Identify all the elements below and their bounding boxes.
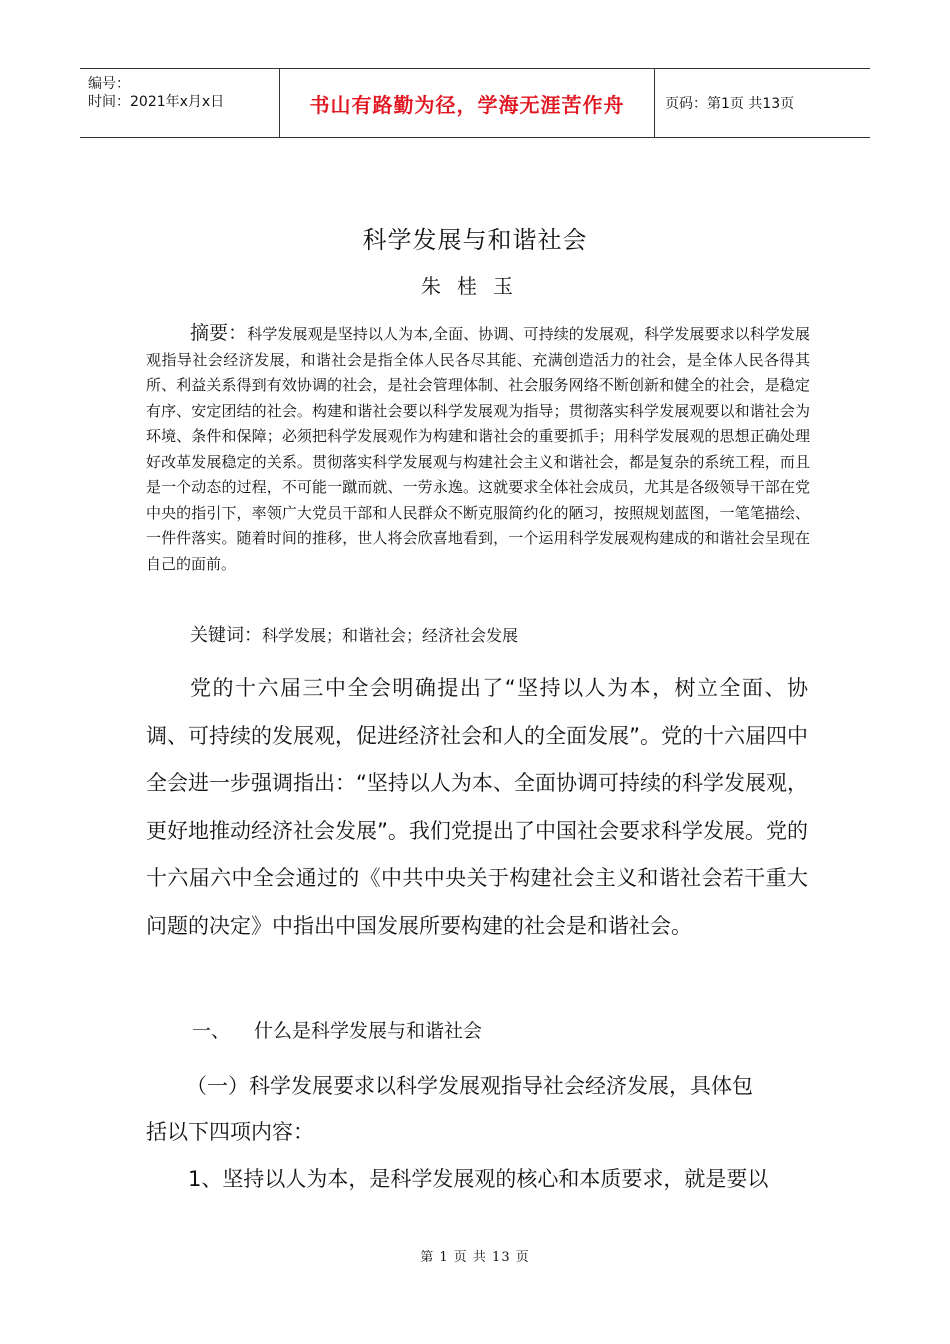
header-motto: 书山有路勤为径，学海无涯苦作舟 — [280, 69, 655, 137]
keywords-block — [190, 621, 518, 647]
subsection-paragraph — [146, 1063, 808, 1155]
header-page-info: 页码：第1页 共13页 — [665, 96, 795, 112]
keywords-text: 科学发展；和谐社会；经济社会发展 — [262, 626, 519, 645]
document-time: 时间：2021年x月x日 — [88, 94, 225, 110]
document-title: 科学发展与和谐社会 — [362, 226, 588, 254]
point-1-paragraph: 1、坚持以人为本，是科学发展观的核心和本质要求，就是要以 — [188, 1167, 769, 1191]
page-footer: 第 1 页 共 13 页 — [420, 1250, 530, 1265]
abstract-label: 摘要： — [190, 322, 248, 344]
header-table — [80, 68, 870, 138]
section-number: 一、 — [192, 1020, 231, 1042]
subsection-line-2: 括以下四项内容： — [146, 1120, 314, 1144]
document-number-label: 编号： — [88, 76, 130, 92]
body-text — [146, 665, 808, 950]
subsection-line-1: （一）科学发展要求以科学发展观指导社会经济发展，具体包 — [186, 1074, 753, 1098]
keywords-label: 关键词： — [190, 625, 262, 646]
document-author: 朱桂玉 — [421, 274, 529, 298]
abstract-block — [146, 321, 810, 577]
header-meta-cell — [80, 69, 280, 137]
section-title: 什么是科学发展与和谐社会 — [254, 1020, 483, 1042]
abstract-text: 科学发展观是坚持以人为本,全面、协调、可持续的发展观，科学发展要求以科学发展观指导社会经济发展，和谐社会是指全体人民各尽其能、充满创造活力的社会，是全体人民各得其所、利益关系得到有效协调的社会，是社会管理体制、社会服务网络不断创新和健全的社会，是稳定有序、安定团结的社会。构建和谐社会要以科学发展观为指导；贯彻落实科学发展观要以和谐社会为环境、条件和保障；必须把科学发展观作为构建和谐社会的重要抓手；用科学发展观的思想正确处理好改革发展稳定的关系。贯彻落实科学发展观与构建社会主义和谐社会，都是复杂的系统工程，而且是一个动态的过程，不可能一蹴而就、一劳永逸。这就要求全体社会成员，尤其是各级领导干部在党中央的指引下，率领广大党员干部和人民群众不断克服简约化的陋习，按照规划蓝图，一笔笔描绘、一件件落实。随着时间的推移，世人将会欣喜地看到，一个运用科学发展观构建成的和谐社会呈现在自己的面前。 — [146, 325, 810, 573]
intro-paragraph: 党的十六届三中全会明确提出了“坚持以人为本，树立全面、协调、可持续的发展观，促进经济社会和人的全面发展”。党的十六届四中全会进一步强调指出：“坚持以人为本、全面协调可持续的科学发展观，更好地推动经济社会发展”。我们党提出了中国社会要求科学发展。党的十六届六中全会通过的《中共中央关于构建社会主义和谐社会若干重大问题的决定》中指出中国发展所要构建的社会是和谐社会。 — [146, 676, 808, 938]
section-heading — [192, 1016, 482, 1043]
